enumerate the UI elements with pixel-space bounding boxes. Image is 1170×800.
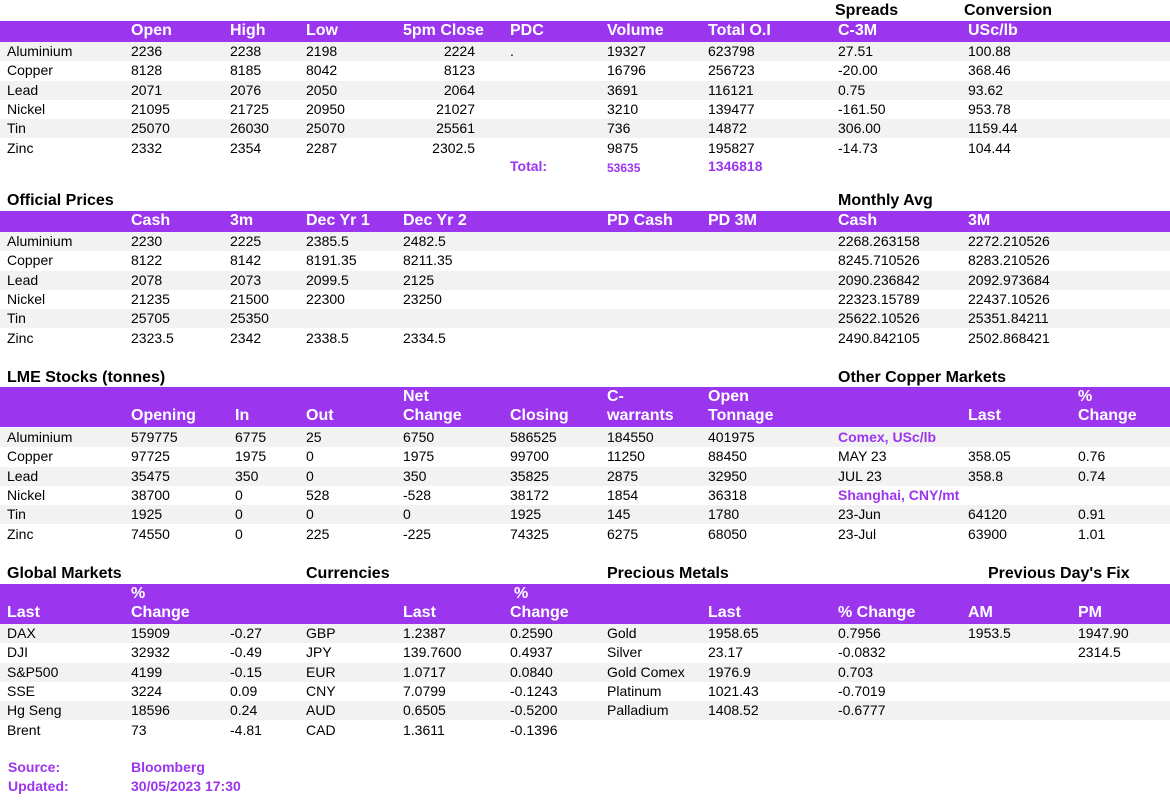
official-cell-monthly-3m: 2092.973684: [968, 271, 1050, 288]
stocks-cell-copper-label: Shanghai, CNY/mt: [838, 486, 960, 503]
col-net-2: Change: [403, 407, 462, 424]
stocks-cell-copper-change: 0.74: [1078, 467, 1106, 484]
official-cell-metal: Lead: [7, 271, 39, 288]
total-oi: 1346818: [708, 158, 763, 174]
stocks-cell-copper-change: 0.76: [1078, 448, 1106, 465]
top-cell-total-oi: 14872: [708, 120, 747, 137]
global-cell-pm-change: -0.0832: [838, 644, 886, 661]
col-5pm-close: 5pm Close: [403, 22, 484, 39]
global-cell-cur-last: 1.2387: [403, 625, 446, 641]
top-cell-pdc: .: [510, 43, 514, 59]
official-cell-3m: 8142: [230, 252, 262, 269]
col-volume: Volume: [607, 22, 664, 39]
global-cell-currency: CAD: [306, 721, 336, 738]
lme-stocks-title: LME Stocks (tonnes): [7, 369, 166, 386]
col-global-pct: %: [131, 585, 146, 602]
top-cell-metal: Copper: [7, 62, 53, 79]
global-cell-currency: GBP: [306, 625, 336, 641]
official-cell-monthly-cash: 2490.842105: [838, 329, 920, 346]
global-cell-pm-last: 1408.52: [708, 702, 759, 719]
top-cell-volume: 19327: [607, 43, 646, 59]
top-cell-high: 8185: [230, 62, 262, 79]
total-label: Total:: [510, 158, 548, 174]
col-closing: Closing: [510, 407, 569, 424]
official-cell-3m: 2342: [230, 329, 262, 346]
official-cell-3m: 25350: [230, 310, 269, 327]
official-cell-monthly-3m: 2502.868421: [968, 329, 1050, 346]
official-cell-metal: Tin: [7, 310, 26, 327]
global-cell-metal: Palladium: [607, 702, 669, 719]
top-cell-5pm-close: 2224: [443, 43, 475, 59]
official-cell-3m: 21500: [230, 290, 269, 307]
top-cell-volume: 16796: [607, 62, 646, 79]
top-row: [0, 100, 1170, 119]
global-cell-pm-last: 1958.65: [708, 625, 759, 641]
official-cell-monthly-3m: 8283.210526: [968, 252, 1050, 269]
global-cell-pm-last: 1976.9: [708, 663, 751, 680]
official-prices-title: Official Prices: [7, 192, 114, 209]
stocks-cell-closing: 35825: [510, 467, 549, 484]
official-cell-3m: 2225: [230, 233, 262, 249]
stocks-row: [0, 505, 1170, 524]
official-row: [0, 329, 1170, 348]
stocks-cell-out: 0: [306, 448, 314, 465]
stocks-cell-open-tonnage: 1780: [708, 506, 740, 523]
stocks-cell-open-tonnage: 88450: [708, 448, 747, 465]
global-cell-metal: Silver: [607, 644, 643, 661]
stocks-cell-closing: 74325: [510, 525, 549, 542]
global-cell-fix-pm: 1947.90: [1078, 625, 1129, 641]
col-pm-last: Last: [708, 604, 741, 621]
global-cell-index: DAX: [7, 625, 36, 641]
official-cell-metal: Zinc: [7, 329, 34, 346]
stocks-cell-copper-change: 1.01: [1078, 525, 1106, 542]
top-cell-5pm-close: 25561: [436, 120, 475, 137]
official-cell-dec-yr-2: 2334.5: [403, 329, 446, 346]
top-cell-low: 2050: [306, 81, 338, 98]
stocks-cell-copper-last: 63900: [968, 525, 1007, 542]
updated-label: Updated:: [8, 778, 69, 794]
global-cell-index: S&P500: [7, 663, 59, 680]
global-cell-change: -4.81: [230, 721, 262, 738]
global-row: [0, 624, 1170, 643]
col-cur-last: Last: [403, 604, 436, 621]
official-cell-dec-yr-1: 2338.5: [306, 329, 349, 346]
global-cell-cur-change: 0.4937: [510, 644, 553, 661]
global-cell-cur-last: 0.6505: [403, 702, 446, 719]
stocks-cell-cwarrants: 6275: [607, 525, 639, 542]
official-cell-metal: Copper: [7, 252, 53, 269]
global-cell-change: 0.09: [230, 682, 258, 699]
stocks-cell-metal: Lead: [7, 467, 39, 484]
top-cell-c-3m: 0.75: [838, 81, 866, 98]
official-cell-dec-yr-2: 23250: [403, 290, 442, 307]
top-cell-5pm-close: 2302.5: [432, 139, 475, 156]
col-low: Low: [306, 22, 338, 39]
stocks-row: [0, 525, 1170, 544]
stocks-cell-copper-label: 23-Jul: [838, 525, 877, 542]
stocks-row: [0, 467, 1170, 486]
official-cell-cash: 8122: [131, 252, 163, 269]
stocks-cell-metal: Zinc: [7, 525, 34, 542]
stocks-cell-in: 1975: [235, 448, 267, 465]
stocks-cell-in: 350: [235, 467, 259, 484]
top-row: [0, 61, 1170, 80]
global-markets-title: Global Markets: [7, 565, 122, 582]
col-monthly-3m: 3M: [968, 212, 991, 229]
top-cell-total-oi: 116121: [708, 81, 754, 98]
stocks-row: [0, 486, 1170, 505]
global-cell-metal: Platinum: [607, 682, 662, 699]
col-cash: Cash: [131, 212, 171, 229]
global-cell-last: 32932: [131, 644, 170, 661]
global-cell-change: 0.24: [230, 702, 258, 719]
top-cell-usc-lb: 1159.44: [968, 120, 1018, 137]
stocks-cell-out: 225: [306, 525, 330, 542]
top-cell-open: 8128: [131, 62, 163, 79]
col-global-change: Change: [131, 604, 190, 621]
official-cell-metal: Nickel: [7, 290, 46, 307]
official-cell-dec-yr-1: 22300: [306, 290, 345, 307]
stocks-header-bar: [0, 387, 1170, 427]
top-cell-low: 25070: [306, 120, 345, 137]
col-fix-pm: PM: [1078, 604, 1102, 621]
stocks-cell-open-tonnage: 32950: [708, 467, 747, 484]
col-3m: 3m: [230, 212, 254, 229]
top-cell-c-3m: -14.73: [838, 139, 878, 156]
stocks-cell-net-change: -528: [403, 486, 432, 503]
stocks-cell-opening: 97725: [131, 448, 170, 465]
global-cell-pm-change: -0.7019: [838, 682, 886, 699]
stocks-cell-in: 0: [235, 486, 243, 503]
stocks-cell-opening: 35475: [131, 467, 170, 484]
global-cell-last: 18596: [131, 702, 170, 719]
col-copper-pct-2: Change: [1078, 407, 1137, 424]
col-out: Out: [306, 407, 334, 424]
global-cell-last: 3224: [131, 682, 163, 699]
precious-metals-title: Precious Metals: [607, 565, 729, 582]
stocks-cell-copper-last: 358.05: [968, 448, 1011, 465]
total-volume: 53635: [607, 161, 641, 175]
stocks-cell-cwarrants: 1854: [607, 486, 639, 503]
global-cell-currency: JPY: [306, 644, 332, 661]
stocks-cell-copper-label: 23-Jun: [838, 506, 881, 523]
top-cell-total-oi: 623798: [708, 43, 755, 59]
top-cell-5pm-close: 21027: [436, 100, 475, 117]
official-cell-monthly-cash: 25622.10526: [838, 310, 920, 327]
col-open-tonnage-2: Tonnage: [708, 407, 774, 424]
monthly-avg-title: Monthly Avg: [838, 192, 933, 209]
stocks-cell-out: 0: [306, 506, 314, 523]
global-cell-pm-last: 23.17: [708, 644, 744, 661]
top-cell-metal: Lead: [7, 81, 39, 98]
stocks-cell-net-change: 1975: [403, 448, 435, 465]
official-cell-monthly-cash: 2268.263158: [838, 233, 920, 249]
top-cell-open: 2236: [131, 43, 163, 59]
top-cell-total-oi: 256723: [708, 62, 755, 79]
col-fix-am: AM: [968, 604, 993, 621]
top-cell-usc-lb: 93.62: [968, 81, 1004, 98]
stocks-cell-copper-change: 0.91: [1078, 506, 1106, 523]
stocks-cell-net-change: -225: [403, 525, 432, 542]
official-cell-dec-yr-2: 2482.5: [403, 233, 446, 249]
col-c-3m: C-3M: [838, 22, 878, 39]
official-cell-cash: 2323.5: [131, 329, 174, 346]
global-cell-currency: AUD: [306, 702, 336, 719]
stocks-cell-cwarrants: 145: [607, 506, 631, 523]
global-row: [0, 643, 1170, 662]
global-cell-cur-last: 1.0717: [403, 663, 446, 680]
col-pd-3m: PD 3M: [708, 212, 757, 229]
top-header-bar: [0, 21, 1170, 42]
col-dec-yr-2: Dec Yr 2: [403, 212, 467, 229]
top-cell-metal: Aluminium: [7, 43, 73, 59]
stocks-cell-metal: Tin: [7, 506, 26, 523]
official-cell-cash: 2078: [131, 271, 163, 288]
top-cell-total-oi: 139477: [708, 100, 755, 117]
official-cell-3m: 2073: [230, 271, 262, 288]
global-cell-cur-last: 139.7600: [403, 644, 462, 661]
stocks-cell-open-tonnage: 401975: [708, 429, 755, 445]
col-open-tonnage-1: Open: [708, 388, 749, 405]
official-cell-cash: 2230: [131, 233, 163, 249]
stocks-cell-in: 6775: [235, 429, 267, 445]
official-row: [0, 251, 1170, 270]
col-copper-pct-1: %: [1078, 388, 1093, 405]
global-cell-fix-pm: 2314.5: [1078, 644, 1121, 661]
global-cell-pm-change: 0.7956: [838, 625, 881, 641]
stocks-cell-in: 0: [235, 525, 243, 542]
top-cell-open: 2332: [131, 139, 163, 156]
top-row: [0, 119, 1170, 138]
top-cell-metal: Nickel: [7, 100, 46, 117]
col-cur-pct: %: [514, 585, 529, 602]
col-opening: Opening: [131, 407, 196, 424]
top-cell-open: 2071: [131, 81, 163, 98]
global-cell-cur-change: 0.2590: [510, 625, 553, 641]
global-cell-pm-last: 1021.43: [708, 682, 759, 699]
stocks-cell-copper-last: 64120: [968, 506, 1007, 523]
stocks-cell-opening: 579775: [131, 429, 178, 445]
stocks-cell-cwarrants: 184550: [607, 429, 654, 445]
stocks-cell-out: 528: [306, 486, 330, 503]
stocks-cell-net-change: 6750: [403, 429, 435, 445]
top-cell-usc-lb: 953.78: [968, 100, 1011, 117]
top-cell-5pm-close: 2064: [443, 81, 475, 98]
stocks-cell-copper-label: MAY 23: [838, 448, 887, 465]
stocks-cell-metal: Aluminium: [7, 429, 73, 445]
top-cell-high: 2354: [230, 139, 262, 156]
official-row: [0, 290, 1170, 309]
col-dec-yr-1: Dec Yr 1: [306, 212, 370, 229]
col-total-oi: Total O.I: [708, 22, 771, 39]
global-cell-index: DJI: [7, 644, 28, 661]
col-open: Open: [131, 22, 172, 39]
official-cell-dec-yr-1: 2099.5: [306, 271, 349, 288]
global-cell-change: -0.27: [230, 625, 262, 641]
col-global-last: Last: [7, 604, 40, 621]
col-cur-change: Change: [510, 604, 569, 621]
stocks-cell-copper-label: JUL 23: [838, 467, 882, 484]
top-cell-open: 25070: [131, 120, 170, 137]
official-row: [0, 232, 1170, 251]
official-cell-monthly-3m: 22437.10526: [968, 290, 1050, 307]
stocks-cell-opening: 74550: [131, 525, 170, 542]
top-cell-usc-lb: 368.46: [968, 62, 1011, 79]
top-cell-c-3m: 27.51: [838, 43, 874, 59]
official-cell-monthly-cash: 8245.710526: [838, 252, 920, 269]
top-row: [0, 81, 1170, 100]
top-cell-total-oi: 195827: [708, 139, 755, 156]
top-row: [0, 139, 1170, 158]
top-cell-low: 2287: [306, 139, 338, 156]
other-copper-title: Other Copper Markets: [838, 369, 1007, 386]
top-cell-metal: Zinc: [7, 139, 34, 156]
top-cell-high: 21725: [230, 100, 269, 117]
global-cell-pm-change: 0.703: [838, 663, 874, 680]
top-cell-high: 2076: [230, 81, 262, 98]
col-pm-change: % Change: [838, 604, 916, 621]
top-cell-c-3m: 306.00: [838, 120, 881, 137]
top-row: [0, 42, 1170, 61]
global-row: [0, 701, 1170, 720]
col-copper-last: Last: [968, 407, 1001, 424]
top-cell-usc-lb: 104.44: [968, 139, 1011, 156]
stocks-row: [0, 447, 1170, 466]
global-cell-last: 73: [131, 721, 147, 738]
top-cell-usc-lb: 100.88: [968, 43, 1011, 59]
top-cell-low: 2198: [306, 43, 338, 59]
col-high: High: [230, 22, 266, 39]
official-cell-monthly-cash: 22323.15789: [838, 290, 920, 307]
official-cell-metal: Aluminium: [7, 233, 73, 249]
stocks-cell-cwarrants: 11250: [607, 448, 645, 465]
official-cell-cash: 21235: [131, 290, 170, 307]
global-cell-index: Hg Seng: [7, 702, 62, 719]
global-cell-cur-last: 1.3611: [403, 721, 445, 738]
col-cwarrants-2: warrants: [607, 407, 674, 424]
col-in: In: [235, 407, 250, 424]
col-monthly-cash: Cash: [838, 212, 878, 229]
conversion-group-label: Conversion: [964, 2, 1053, 19]
official-cell-cash: 25705: [131, 310, 170, 327]
stocks-cell-open-tonnage: 36318: [708, 486, 747, 503]
global-cell-index: Brent: [7, 721, 41, 738]
global-row: [0, 682, 1170, 701]
stocks-cell-metal: Copper: [7, 448, 53, 465]
stocks-cell-closing: 38172: [510, 486, 549, 503]
global-cell-cur-change: -0.1243: [510, 682, 558, 699]
updated-value: 30/05/2023 17:30: [131, 778, 241, 794]
top-cell-volume: 3210: [607, 100, 639, 117]
stocks-cell-cwarrants: 2875: [607, 467, 639, 484]
top-cell-metal: Tin: [7, 120, 26, 137]
col-cwarrants-1: C-: [607, 388, 624, 405]
top-cell-c-3m: -161.50: [838, 100, 886, 117]
global-cell-cur-last: 7.0799: [403, 682, 446, 699]
currencies-title: Currencies: [306, 565, 390, 582]
previous-day-fix-title: Previous Day's Fix: [988, 565, 1130, 582]
global-cell-last: 4199: [131, 663, 163, 680]
global-cell-cur-change: -0.1396: [510, 721, 558, 738]
top-cell-high: 2238: [230, 43, 262, 59]
top-cell-volume: 3691: [607, 81, 639, 98]
top-cell-volume: 736: [607, 120, 631, 137]
official-cell-monthly-cash: 2090.236842: [838, 271, 920, 288]
global-cell-currency: CNY: [306, 682, 336, 699]
stocks-cell-opening: 1925: [131, 506, 163, 523]
global-cell-last: 15909: [131, 625, 170, 641]
col-usc-lb: USc/lb: [968, 22, 1018, 39]
global-cell-cur-change: 0.0840: [510, 663, 553, 680]
official-cell-dec-yr-2: 8211.35: [403, 252, 453, 269]
official-row: [0, 271, 1170, 290]
top-cell-low: 8042: [306, 62, 338, 79]
col-pd-cash: PD Cash: [607, 212, 673, 229]
top-cell-low: 20950: [306, 100, 345, 117]
global-row: [0, 721, 1170, 740]
global-cell-fix-am: 1953.5: [968, 625, 1011, 641]
official-cell-dec-yr-2: 2125: [403, 271, 435, 288]
top-cell-5pm-close: 8123: [443, 62, 475, 79]
official-cell-dec-yr-1: 8191.35: [306, 252, 357, 269]
stocks-cell-net-change: 0: [403, 506, 411, 523]
source-value: Bloomberg: [131, 759, 205, 775]
stocks-cell-copper-label: Comex, USc/lb: [838, 429, 937, 445]
source-label: Source:: [8, 759, 61, 775]
global-cell-currency: EUR: [306, 663, 336, 680]
stocks-cell-open-tonnage: 68050: [708, 525, 747, 542]
official-cell-dec-yr-1: 2385.5: [306, 233, 349, 249]
global-cell-metal: Gold Comex: [607, 663, 685, 680]
spreads-group-label: Spreads: [835, 2, 899, 19]
stocks-cell-closing: 586525: [510, 429, 557, 445]
top-cell-volume: 9875: [607, 139, 639, 156]
global-cell-change: -0.49: [230, 644, 262, 661]
stocks-cell-out: 0: [306, 467, 314, 484]
top-cell-open: 21095: [131, 100, 170, 117]
global-cell-index: SSE: [7, 682, 36, 699]
global-header-bar: [0, 584, 1170, 624]
stocks-cell-net-change: 350: [403, 467, 427, 484]
top-cell-c-3m: -20.00: [838, 62, 878, 79]
col-pdc: PDC: [510, 22, 544, 39]
global-cell-pm-change: -0.6777: [838, 702, 886, 719]
top-cell-high: 26030: [230, 120, 269, 137]
global-cell-cur-change: -0.5200: [510, 702, 558, 719]
global-row: [0, 663, 1170, 682]
official-cell-monthly-3m: 2272.210526: [968, 233, 1050, 249]
global-cell-change: -0.15: [230, 663, 262, 680]
stocks-cell-copper-last: 358.8: [968, 467, 1004, 484]
official-row: [0, 309, 1170, 328]
global-cell-metal: Gold: [607, 625, 637, 641]
stocks-cell-in: 0: [235, 506, 243, 523]
stocks-cell-metal: Nickel: [7, 486, 46, 503]
stocks-cell-out: 25: [306, 429, 322, 445]
official-cell-monthly-3m: 25351.84211: [968, 310, 1049, 327]
stocks-row: [0, 428, 1170, 447]
official-header-bar: [0, 211, 1170, 232]
stocks-cell-closing: 1925: [510, 506, 542, 523]
stocks-cell-opening: 38700: [131, 486, 170, 503]
col-net-1: Net: [403, 388, 429, 405]
stocks-cell-closing: 99700: [510, 448, 549, 465]
